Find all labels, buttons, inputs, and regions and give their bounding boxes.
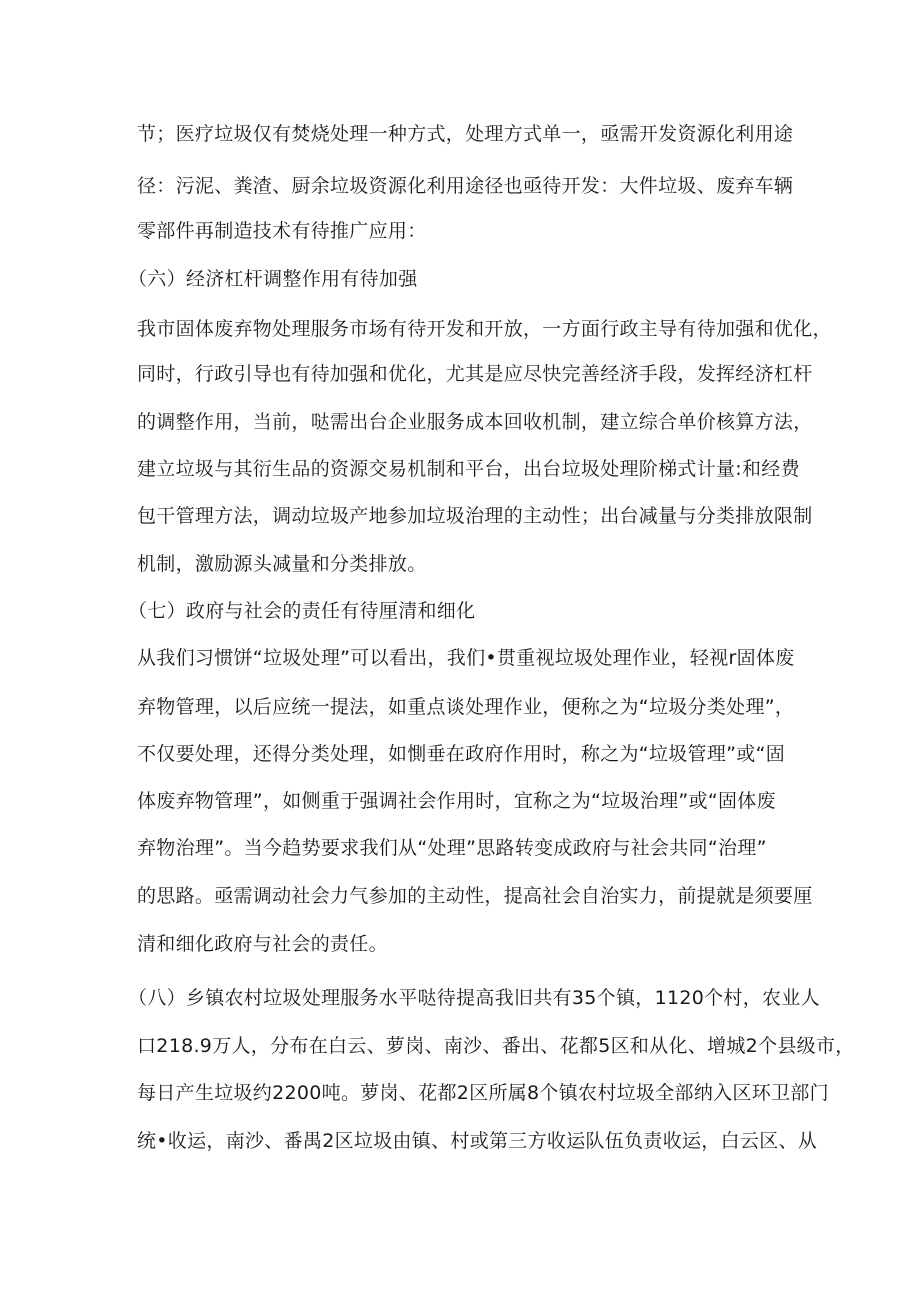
paragraph-line: 每日产生垃圾约2200吨。萝岗、花都2区所属8个镇农村垃圾全部纳入区环卫部门 bbox=[137, 1082, 829, 1104]
paragraph-line: 从我们习惯饼“垃圾处理”可以看出，我们•贯重视垃圾处理作业，轻视r固体废 bbox=[137, 647, 795, 669]
paragraph-line: 机制，激励源头减量和分类排放。 bbox=[137, 553, 427, 575]
section-heading: （八）乡镇农村垃圾处理服务水平哒待提高我旧共有35个镇，1120个村，农业人 bbox=[128, 987, 820, 1009]
paragraph-line: 的调整作用，当前，哒需出台企业服务成本回收机制，建立综合单价核算方法， bbox=[137, 411, 813, 433]
paragraph-line: 包干管理方法，调动垃圾产地参加垃圾治理的主动性；出台减量与分类排放限制 bbox=[137, 505, 813, 527]
paragraph-line: 径：污泥、粪渣、厨余垃圾资源化利用途径也亟待开发：大件垃圾、废弃车辆 bbox=[137, 175, 794, 197]
paragraph-line: 口218.9万人，分布在白云、萝岗、南沙、番出、花都5区和从化、增城2个县级市， bbox=[137, 1035, 855, 1057]
paragraph-line: 清和细化政府与社会的责任。 bbox=[137, 933, 388, 955]
paragraph-line: 节；医疗垃圾仅有焚烧处理一种方式，处理方式单一，亟需开发资源化利用途 bbox=[137, 123, 794, 145]
paragraph-line: 弃物治理”。当今趋势要求我们从“处理”思路转变成政府与社会共同“治理” bbox=[137, 837, 767, 859]
paragraph-line: 弃物管理，以后应统一提法，如重点谈处理作业，便称之为“垃圾分类处理”， bbox=[137, 696, 795, 718]
paragraph-line: 零部件再制造技术有待推广应用： bbox=[137, 220, 427, 242]
section-heading: （七）政府与社会的责任有待厘清和细化 bbox=[128, 600, 476, 622]
paragraph-line: 建立垃圾与其衍生品的资源交易机制和平台，出台垃圾处理阶梯式计量:和经费 bbox=[137, 458, 800, 480]
paragraph-line: 同时，行政引导也有待加强和优化，尤其是应尽快完善经济手段，发挥经济杠杆 bbox=[137, 363, 813, 385]
paragraph-line: 体废弃物管理”，如侧重于强调社会作用时，宜称之为“垃圾治理”或“固体废 bbox=[137, 790, 776, 812]
paragraph-line: 统•收运，南沙、番禺2区垃圾由镇、村或第三方收运队伍负责收运，白云区、从 bbox=[137, 1130, 818, 1152]
paragraph-line: 不仅要处理，还得分类处理，如惻垂在政府作用时，称之为“垃圾管理”或“固 bbox=[137, 743, 786, 765]
section-heading: （六）经济杠杆调整作用有待加强 bbox=[128, 268, 418, 290]
paragraph-line: 我市固体废弃物处理服务市场有待开发和开放，一方面行政主导有待加强和优化， bbox=[137, 318, 832, 340]
paragraph-line: 的思路。亟需调动社会力气参加的主动性，提高社会自治实力，前提就是须要厘 bbox=[137, 885, 813, 907]
